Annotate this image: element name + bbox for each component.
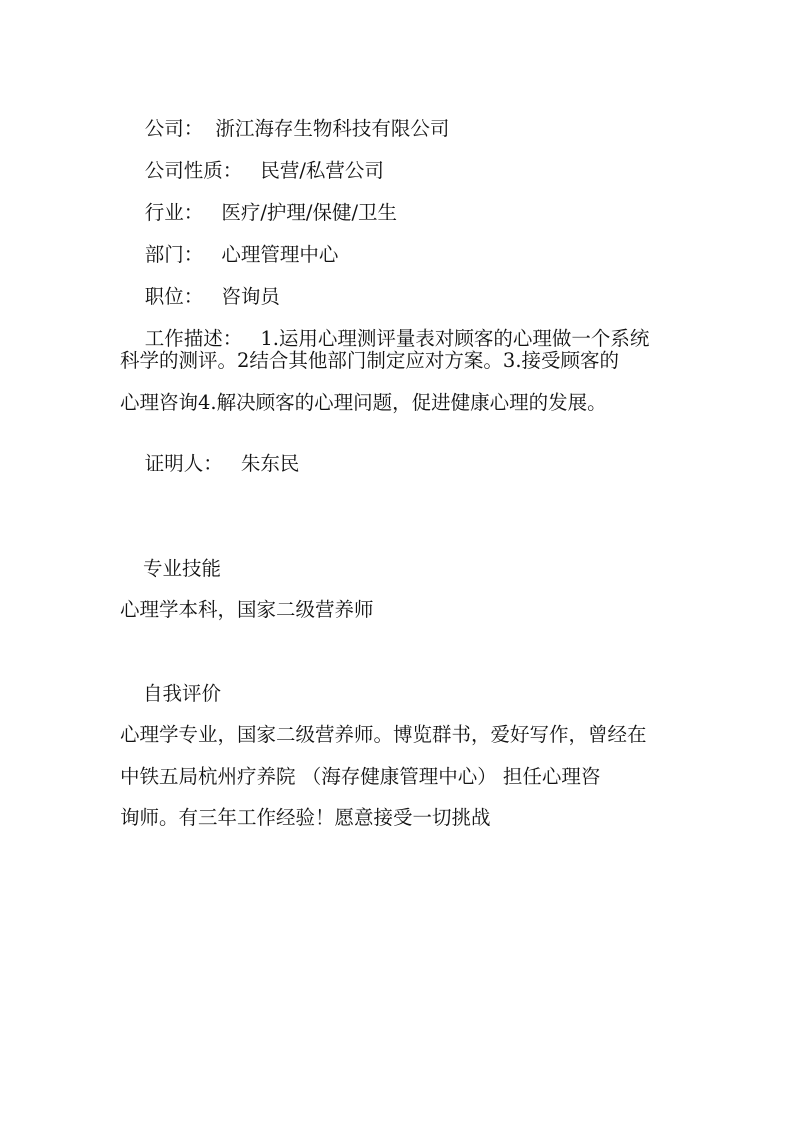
self-evaluation-line-1: 心理学专业，国家二级营养师。博览群书，爱好写作，曾经在 [120, 723, 647, 746]
company-value: 浙江海存生物科技有限公司 [215, 116, 450, 140]
department-label: 部门： [144, 242, 204, 266]
company-label: 公司： [144, 116, 204, 140]
description-line-2: 科学的测评。2结合其他部门制定应对方案。3.接受顾客的 [120, 349, 620, 372]
industry-label: 行业： [144, 200, 204, 224]
reference-value: 朱东民 [240, 451, 300, 475]
industry-value: 医疗/护理/保健/卫生 [221, 200, 398, 224]
company-nature-label: 公司性质： [144, 158, 243, 182]
skills-text: 心理学本科，国家二级营养师 [120, 598, 374, 621]
reference-label: 证明人： [144, 451, 223, 475]
description-line-1: 1.运用心理测评量表对顾客的心理做一个系统 [260, 326, 650, 350]
department-value: 心理管理中心 [221, 242, 339, 266]
self-evaluation-line-3: 询师。有三年工作经验！愿意接受一切挑战 [120, 806, 491, 829]
position-label: 职位： [144, 284, 204, 308]
company-nature-value: 民营/私营公司 [260, 158, 384, 182]
self-evaluation-heading: 自我评价 [143, 682, 222, 705]
self-evaluation-line-2: 中铁五局杭州疗养院 （海存健康管理中心） 担任心理咨 [120, 765, 601, 788]
description-line-3: 心理咨询4.解决顾客的心理问题，促进健康心理的发展。 [120, 391, 607, 414]
description-label: 工作描述： [144, 326, 243, 350]
reference-row [120, 434, 299, 493]
skills-heading: 专业技能 [143, 557, 222, 580]
position-value: 咨询员 [221, 284, 280, 308]
